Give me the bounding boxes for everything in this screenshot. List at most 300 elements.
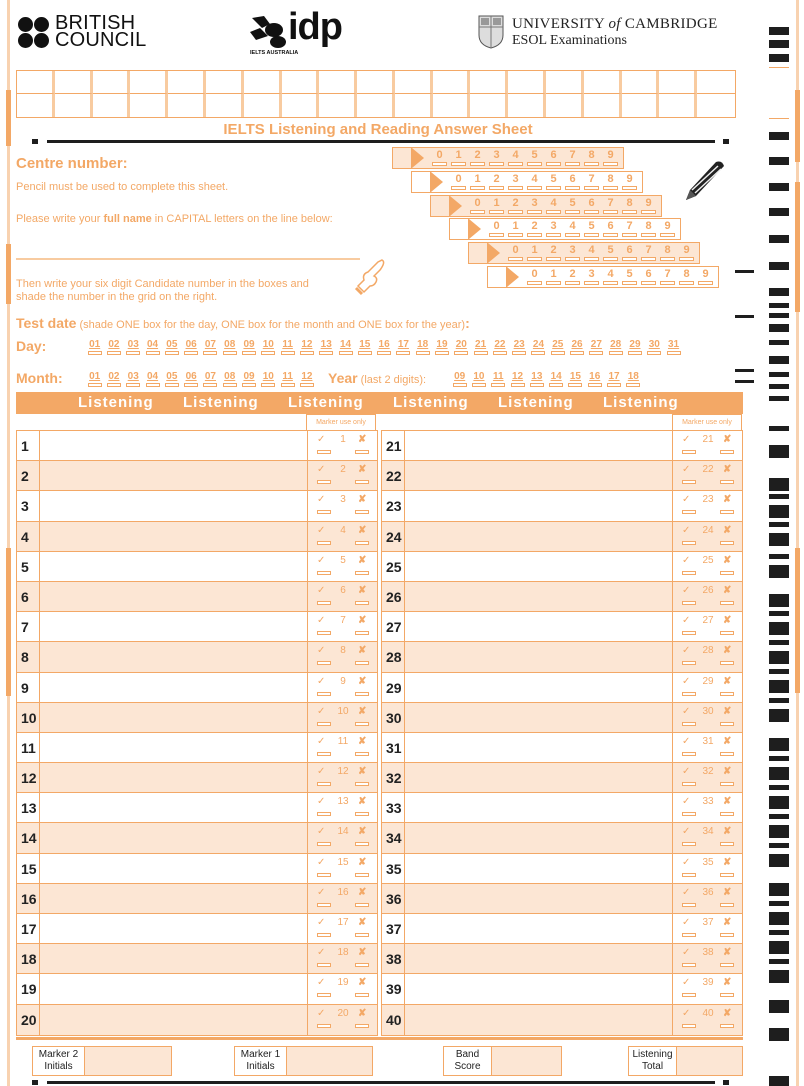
- name-letter-box[interactable]: [508, 94, 546, 117]
- month-bubble[interactable]: 11: [278, 372, 297, 387]
- answer-field[interactable]: [405, 1005, 672, 1035]
- incorrect-bubble[interactable]: [720, 601, 734, 605]
- candidate-digit-bubble[interactable]: 8: [658, 245, 677, 261]
- day-bubble[interactable]: 29: [625, 340, 644, 355]
- year-bubble[interactable]: 11: [489, 372, 508, 387]
- month-bubble[interactable]: 10: [259, 372, 278, 387]
- candidate-digit-bubble[interactable]: 4: [506, 150, 525, 166]
- month-bubble[interactable]: 01: [85, 372, 104, 387]
- correct-bubble[interactable]: [682, 782, 696, 786]
- day-bubble[interactable]: 15: [355, 340, 374, 355]
- candidate-digit-box[interactable]: [431, 196, 450, 216]
- correct-bubble[interactable]: [682, 510, 696, 514]
- answer-field[interactable]: [40, 854, 307, 883]
- day-bubble[interactable]: 18: [413, 340, 432, 355]
- day-bubble[interactable]: 11: [278, 340, 297, 355]
- name-letter-box[interactable]: [55, 94, 93, 117]
- candidate-digit-bubble[interactable]: 3: [525, 198, 544, 214]
- name-letter-box[interactable]: [206, 71, 244, 94]
- answer-field[interactable]: [405, 733, 672, 762]
- name-letter-box[interactable]: [93, 94, 131, 117]
- correct-bubble[interactable]: [317, 1024, 331, 1028]
- answer-field[interactable]: [405, 673, 672, 702]
- candidate-digit-bubble[interactable]: 2: [468, 150, 487, 166]
- name-letter-box[interactable]: [584, 71, 622, 94]
- day-bubble[interactable]: 02: [104, 340, 123, 355]
- incorrect-bubble[interactable]: [355, 993, 369, 997]
- incorrect-bubble[interactable]: [355, 812, 369, 816]
- incorrect-bubble[interactable]: [720, 812, 734, 816]
- name-letter-box[interactable]: [470, 71, 508, 94]
- incorrect-bubble[interactable]: [720, 963, 734, 967]
- answer-field[interactable]: [40, 914, 307, 943]
- incorrect-bubble[interactable]: [355, 842, 369, 846]
- incorrect-bubble[interactable]: [720, 903, 734, 907]
- day-bubble[interactable]: 20: [452, 340, 471, 355]
- name-letter-box[interactable]: [282, 71, 320, 94]
- name-letter-box[interactable]: [17, 71, 55, 94]
- correct-bubble[interactable]: [682, 722, 696, 726]
- marker1-initials[interactable]: Marker 1 Initials: [234, 1046, 373, 1076]
- incorrect-bubble[interactable]: [720, 450, 734, 454]
- answer-field[interactable]: [40, 884, 307, 913]
- candidate-digit-bubble[interactable]: 1: [525, 245, 544, 261]
- incorrect-bubble[interactable]: [355, 1024, 369, 1028]
- incorrect-bubble[interactable]: [355, 661, 369, 665]
- name-letter-box[interactable]: [93, 71, 131, 94]
- year-bubble[interactable]: 18: [624, 372, 643, 387]
- year-bubble[interactable]: 09: [450, 372, 469, 387]
- name-letter-box[interactable]: [319, 71, 357, 94]
- candidate-digit-bubble[interactable]: 3: [544, 221, 563, 237]
- timing-mark: [769, 594, 789, 607]
- candidate-digit-bubble[interactable]: 8: [582, 150, 601, 166]
- candidate-digit-bubble[interactable]: 0: [468, 198, 487, 214]
- candidate-digit-bubble[interactable]: 4: [525, 174, 544, 190]
- candidate-digit-bubble[interactable]: 7: [639, 245, 658, 261]
- day-bubble[interactable]: 24: [529, 340, 548, 355]
- full-name-grid[interactable]: [16, 70, 736, 118]
- incorrect-bubble[interactable]: [355, 601, 369, 605]
- candidate-digit-box[interactable]: [450, 219, 469, 239]
- candidate-digit-bubble[interactable]: 1: [487, 198, 506, 214]
- day-bubble[interactable]: 13: [317, 340, 336, 355]
- candidate-digit-bubble[interactable]: 1: [468, 174, 487, 190]
- name-letter-box[interactable]: [470, 94, 508, 117]
- candidate-digit-box[interactable]: [488, 267, 507, 287]
- answer-field[interactable]: [405, 491, 672, 520]
- candidate-digit-bubble[interactable]: 7: [582, 174, 601, 190]
- candidate-digit-bubble[interactable]: 6: [601, 221, 620, 237]
- full-name-line[interactable]: [16, 258, 360, 260]
- incorrect-bubble[interactable]: [355, 631, 369, 635]
- correct-bubble[interactable]: [682, 752, 696, 756]
- candidate-digit-bubble[interactable]: 9: [639, 198, 658, 214]
- correct-bubble[interactable]: [682, 1024, 696, 1028]
- correct-bubble[interactable]: [317, 903, 331, 907]
- answer-field[interactable]: [405, 582, 672, 611]
- listening-total-box[interactable]: [677, 1047, 742, 1075]
- name-letter-box[interactable]: [622, 94, 660, 117]
- correct-bubble[interactable]: [682, 450, 696, 454]
- candidate-digit-bubble[interactable]: 4: [544, 198, 563, 214]
- year-bubble[interactable]: 14: [546, 372, 565, 387]
- question-number: 20: [17, 1005, 40, 1035]
- answer-field[interactable]: [40, 552, 307, 581]
- correct-bubble[interactable]: [317, 571, 331, 575]
- month-bubble[interactable]: 04: [143, 372, 162, 387]
- correct-bubble[interactable]: [682, 903, 696, 907]
- year-bubble[interactable]: 15: [566, 372, 585, 387]
- incorrect-bubble[interactable]: [355, 752, 369, 756]
- correct-bubble[interactable]: [317, 661, 331, 665]
- question-number: 25: [382, 552, 405, 581]
- incorrect-bubble[interactable]: [720, 722, 734, 726]
- name-letter-box[interactable]: [17, 94, 55, 117]
- correct-bubble[interactable]: [682, 963, 696, 967]
- answer-field[interactable]: [40, 944, 307, 973]
- incorrect-bubble[interactable]: [355, 963, 369, 967]
- answer-field[interactable]: [405, 884, 672, 913]
- candidate-digit-bubble[interactable]: 9: [601, 150, 620, 166]
- correct-bubble[interactable]: [682, 812, 696, 816]
- cross-icon: ✘: [723, 977, 732, 989]
- incorrect-bubble[interactable]: [355, 722, 369, 726]
- candidate-digit-bubble[interactable]: 8: [601, 174, 620, 190]
- incorrect-bubble[interactable]: [355, 903, 369, 907]
- correct-bubble[interactable]: [317, 782, 331, 786]
- answer-field[interactable]: [405, 431, 672, 460]
- correct-bubble[interactable]: [682, 601, 696, 605]
- day-bubble[interactable]: 05: [162, 340, 181, 355]
- candidate-digit-bubble[interactable]: 3: [563, 245, 582, 261]
- answer-field[interactable]: [40, 763, 307, 792]
- day-bubble[interactable]: 09: [239, 340, 258, 355]
- incorrect-bubble[interactable]: [720, 933, 734, 937]
- incorrect-bubble[interactable]: [355, 692, 369, 696]
- day-bubble[interactable]: 08: [220, 340, 239, 355]
- incorrect-bubble[interactable]: [355, 450, 369, 454]
- correct-bubble[interactable]: [682, 873, 696, 877]
- name-letter-box[interactable]: [546, 71, 584, 94]
- candidate-digit-bubble[interactable]: 4: [601, 269, 620, 285]
- timing-mark: [769, 522, 789, 527]
- answer-field[interactable]: [40, 1005, 307, 1035]
- day-bubble[interactable]: 16: [374, 340, 393, 355]
- candidate-digit-bubble[interactable]: 0: [506, 245, 525, 261]
- correct-bubble[interactable]: [682, 480, 696, 484]
- name-letter-box[interactable]: [697, 94, 735, 117]
- month-bubble[interactable]: 05: [162, 372, 181, 387]
- year-bubble[interactable]: 16: [585, 372, 604, 387]
- name-letter-box[interactable]: [659, 71, 697, 94]
- header-listening: Listening: [78, 394, 154, 411]
- answer-field[interactable]: [40, 793, 307, 822]
- answer-field[interactable]: [405, 461, 672, 490]
- month-bubble[interactable]: 12: [297, 372, 316, 387]
- day-bubble[interactable]: 19: [432, 340, 451, 355]
- cross-icon: ✘: [358, 524, 367, 536]
- correct-bubble[interactable]: [317, 601, 331, 605]
- timing-mark: [769, 340, 789, 345]
- correct-bubble[interactable]: [682, 993, 696, 997]
- day-bubble[interactable]: 01: [85, 340, 104, 355]
- correct-bubble[interactable]: [682, 661, 696, 665]
- name-letter-box[interactable]: [659, 94, 697, 117]
- timing-mark: [769, 533, 789, 546]
- day-bubble[interactable]: 23: [510, 340, 529, 355]
- correct-bubble[interactable]: [682, 541, 696, 545]
- candidate-digit-bubble[interactable]: 5: [544, 174, 563, 190]
- candidate-digit-bubble[interactable]: 3: [506, 174, 525, 190]
- band-score[interactable]: Band Score: [443, 1046, 562, 1076]
- name-letter-box[interactable]: [168, 94, 206, 117]
- month-bubble[interactable]: 09: [239, 372, 258, 387]
- candidate-digit-bubble[interactable]: 9: [677, 245, 696, 261]
- candidate-digit-bubble[interactable]: 1: [544, 269, 563, 285]
- candidate-digit-bubble[interactable]: 5: [601, 245, 620, 261]
- name-letter-box[interactable]: [622, 71, 660, 94]
- candidate-digit-bubble[interactable]: 2: [525, 221, 544, 237]
- correct-bubble[interactable]: [317, 752, 331, 756]
- marker1-initials-box[interactable]: [287, 1047, 372, 1075]
- name-letter-box[interactable]: [357, 71, 395, 94]
- candidate-digit-bubble[interactable]: 7: [658, 269, 677, 285]
- day-bubble[interactable]: 07: [201, 340, 220, 355]
- candidate-digit-bubble[interactable]: 3: [487, 150, 506, 166]
- candidate-digit-bubble[interactable]: 4: [582, 245, 601, 261]
- candidate-digit-bubble[interactable]: 7: [620, 221, 639, 237]
- listening-total[interactable]: Listening Total: [628, 1046, 743, 1076]
- marker-box: [307, 944, 377, 973]
- incorrect-bubble[interactable]: [355, 933, 369, 937]
- correct-bubble[interactable]: [317, 933, 331, 937]
- day-bubble[interactable]: 22: [490, 340, 509, 355]
- month-bubble[interactable]: 08: [220, 372, 239, 387]
- candidate-digit-bubble[interactable]: 9: [620, 174, 639, 190]
- correct-bubble[interactable]: [317, 842, 331, 846]
- day-bubble[interactable]: 12: [297, 340, 316, 355]
- answer-field[interactable]: [40, 673, 307, 702]
- answer-field[interactable]: [405, 793, 672, 822]
- year-bubble[interactable]: 13: [527, 372, 546, 387]
- candidate-digit-bubble[interactable]: 5: [563, 198, 582, 214]
- correct-bubble[interactable]: [682, 933, 696, 937]
- candidate-digit-bubble[interactable]: 2: [563, 269, 582, 285]
- candidate-digit-bubble[interactable]: 5: [620, 269, 639, 285]
- name-letter-box[interactable]: [584, 94, 622, 117]
- correct-bubble[interactable]: [317, 631, 331, 635]
- month-bubble[interactable]: 06: [181, 372, 200, 387]
- incorrect-bubble[interactable]: [720, 480, 734, 484]
- candidate-digit-box[interactable]: [393, 148, 412, 168]
- correct-bubble[interactable]: [682, 692, 696, 696]
- name-letter-box[interactable]: [168, 71, 206, 94]
- day-bubble[interactable]: 30: [645, 340, 664, 355]
- incorrect-bubble[interactable]: [720, 541, 734, 545]
- name-letter-box[interactable]: [130, 71, 168, 94]
- candidate-digit-bubble[interactable]: 7: [601, 198, 620, 214]
- correct-bubble[interactable]: [317, 510, 331, 514]
- answer-field[interactable]: [40, 491, 307, 520]
- incorrect-bubble[interactable]: [355, 571, 369, 575]
- incorrect-bubble[interactable]: [720, 842, 734, 846]
- month-bubble[interactable]: 07: [201, 372, 220, 387]
- correct-bubble[interactable]: [317, 692, 331, 696]
- marker2-initials[interactable]: Marker 2 Initials: [32, 1046, 172, 1076]
- incorrect-bubble[interactable]: [720, 692, 734, 696]
- candidate-digit-bubble[interactable]: 6: [620, 245, 639, 261]
- correct-bubble[interactable]: [317, 873, 331, 877]
- day-bubble[interactable]: 03: [124, 340, 143, 355]
- answer-field[interactable]: [405, 914, 672, 943]
- correct-bubble[interactable]: [317, 450, 331, 454]
- name-letter-box[interactable]: [319, 94, 357, 117]
- incorrect-bubble[interactable]: [720, 510, 734, 514]
- name-letter-box[interactable]: [546, 94, 584, 117]
- answer-field[interactable]: [40, 612, 307, 641]
- answer-field[interactable]: [40, 703, 307, 732]
- year-bubble[interactable]: 17: [604, 372, 623, 387]
- answer-field[interactable]: [40, 733, 307, 762]
- name-letter-box[interactable]: [244, 94, 282, 117]
- candidate-digit-bubble[interactable]: 2: [506, 198, 525, 214]
- name-letter-box[interactable]: [55, 71, 93, 94]
- candidate-digit-bubble[interactable]: 9: [696, 269, 715, 285]
- candidate-digit-bubble[interactable]: 9: [658, 221, 677, 237]
- answer-field[interactable]: [40, 461, 307, 490]
- incorrect-bubble[interactable]: [355, 510, 369, 514]
- day-bubble[interactable]: 27: [587, 340, 606, 355]
- day-bubble[interactable]: 10: [259, 340, 278, 355]
- name-letter-box[interactable]: [130, 94, 168, 117]
- name-letter-box[interactable]: [395, 71, 433, 94]
- incorrect-bubble[interactable]: [355, 541, 369, 545]
- answer-field[interactable]: [405, 974, 672, 1003]
- correct-bubble[interactable]: [682, 631, 696, 635]
- incorrect-bubble[interactable]: [720, 631, 734, 635]
- day-bubble[interactable]: 26: [567, 340, 586, 355]
- incorrect-bubble[interactable]: [720, 661, 734, 665]
- correct-bubble[interactable]: [317, 993, 331, 997]
- month-bubble[interactable]: 02: [104, 372, 123, 387]
- answer-field[interactable]: [405, 763, 672, 792]
- candidate-digit-bubble[interactable]: 8: [639, 221, 658, 237]
- name-letter-box[interactable]: [508, 71, 546, 94]
- incorrect-bubble[interactable]: [355, 782, 369, 786]
- candidate-digit-bubble[interactable]: 7: [563, 150, 582, 166]
- incorrect-bubble[interactable]: [720, 752, 734, 756]
- correct-bubble[interactable]: [682, 842, 696, 846]
- candidate-digit-bubble[interactable]: 6: [582, 198, 601, 214]
- day-bubble[interactable]: 25: [548, 340, 567, 355]
- name-letter-box[interactable]: [206, 94, 244, 117]
- timing-mark: [769, 426, 789, 431]
- correct-bubble[interactable]: [682, 571, 696, 575]
- answer-row: [382, 582, 742, 612]
- answer-field[interactable]: [405, 642, 672, 671]
- incorrect-bubble[interactable]: [720, 1024, 734, 1028]
- day-bubble[interactable]: 14: [336, 340, 355, 355]
- incorrect-bubble[interactable]: [720, 993, 734, 997]
- correct-bubble[interactable]: [317, 812, 331, 816]
- candidate-digit-bubble[interactable]: 8: [620, 198, 639, 214]
- day-bubble[interactable]: 21: [471, 340, 490, 355]
- candidate-digit-bubble[interactable]: 5: [582, 221, 601, 237]
- candidate-digit-bubble[interactable]: 6: [544, 150, 563, 166]
- name-letter-box[interactable]: [395, 94, 433, 117]
- candidate-digit-bubble[interactable]: 6: [563, 174, 582, 190]
- candidate-digit-bubble[interactable]: 8: [677, 269, 696, 285]
- answer-field[interactable]: [405, 703, 672, 732]
- incorrect-bubble[interactable]: [355, 480, 369, 484]
- candidate-digit-box[interactable]: [469, 243, 488, 263]
- name-letter-box[interactable]: [357, 94, 395, 117]
- day-bubble[interactable]: 06: [181, 340, 200, 355]
- answer-field[interactable]: [405, 522, 672, 551]
- answer-field[interactable]: [40, 823, 307, 852]
- month-bubble[interactable]: 03: [124, 372, 143, 387]
- candidate-digit-bubble[interactable]: 0: [487, 221, 506, 237]
- candidate-digit-bubble[interactable]: 5: [525, 150, 544, 166]
- band-score-box[interactable]: [492, 1047, 561, 1075]
- candidate-digit-bubble[interactable]: 0: [449, 174, 468, 190]
- incorrect-bubble[interactable]: [355, 873, 369, 877]
- marker2-initials-box[interactable]: [85, 1047, 171, 1075]
- day-bubble[interactable]: 31: [664, 340, 683, 355]
- name-letter-box[interactable]: [697, 71, 735, 94]
- correct-bubble[interactable]: [317, 722, 331, 726]
- answer-field[interactable]: [405, 944, 672, 973]
- answer-field[interactable]: [40, 522, 307, 551]
- name-letter-box[interactable]: [433, 71, 471, 94]
- correct-bubble[interactable]: [317, 541, 331, 545]
- incorrect-bubble[interactable]: [720, 873, 734, 877]
- day-bubble[interactable]: 17: [394, 340, 413, 355]
- correct-bubble[interactable]: [317, 963, 331, 967]
- question-number: 15: [17, 854, 40, 883]
- answer-field[interactable]: [40, 431, 307, 460]
- answer-field[interactable]: [405, 552, 672, 581]
- incorrect-bubble[interactable]: [720, 782, 734, 786]
- candidate-digit-box[interactable]: [412, 172, 431, 192]
- answer-field[interactable]: [405, 854, 672, 883]
- candidate-digit-bubble[interactable]: 4: [563, 221, 582, 237]
- year-bubble[interactable]: 10: [469, 372, 488, 387]
- year-bubble[interactable]: 12: [508, 372, 527, 387]
- day-bubble[interactable]: 04: [143, 340, 162, 355]
- candidate-digit-bubble[interactable]: 3: [582, 269, 601, 285]
- answer-field[interactable]: [40, 974, 307, 1003]
- name-letter-box[interactable]: [282, 94, 320, 117]
- incorrect-bubble[interactable]: [720, 571, 734, 575]
- answer-field[interactable]: [40, 582, 307, 611]
- day-bubble[interactable]: 28: [606, 340, 625, 355]
- candidate-digit-bubble[interactable]: 1: [506, 221, 525, 237]
- name-letter-box[interactable]: [433, 94, 471, 117]
- candidate-digit-bubble[interactable]: 0: [525, 269, 544, 285]
- candidate-digit-bubble[interactable]: 6: [639, 269, 658, 285]
- candidate-digit-bubble[interactable]: 1: [449, 150, 468, 166]
- answer-field[interactable]: [405, 612, 672, 641]
- answer-field[interactable]: [405, 823, 672, 852]
- candidate-digit-bubble[interactable]: 2: [487, 174, 506, 190]
- candidate-digit-bubble[interactable]: 2: [544, 245, 563, 261]
- candidate-digit-bubble[interactable]: 0: [430, 150, 449, 166]
- name-letter-box[interactable]: [244, 71, 282, 94]
- correct-bubble[interactable]: [317, 480, 331, 484]
- answer-field[interactable]: [40, 642, 307, 671]
